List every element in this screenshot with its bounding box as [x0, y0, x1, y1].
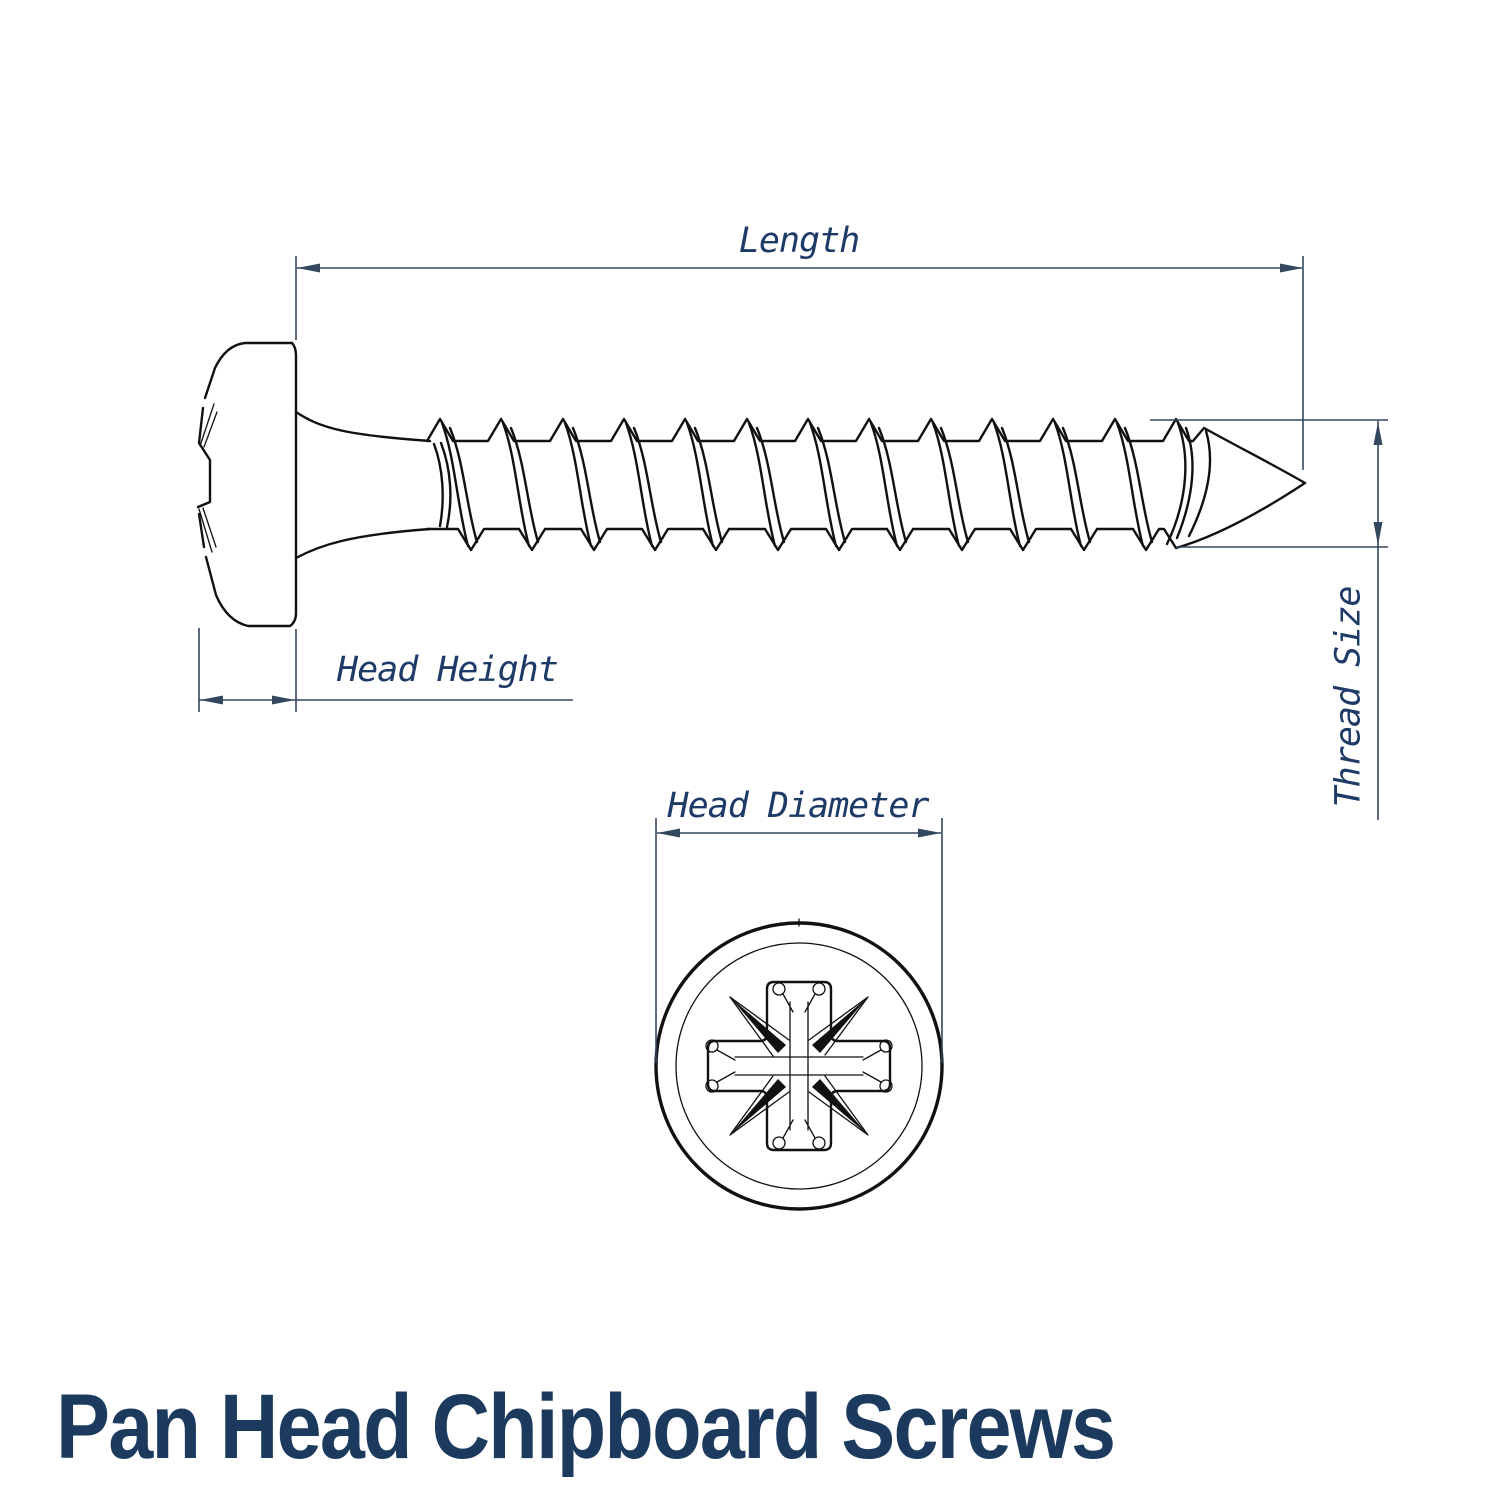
page-title: Pan Head Chipboard Screws [56, 1376, 1115, 1478]
head-diameter-dimension-label: Head Diameter [667, 786, 929, 826]
thread-crest-bottom [427, 483, 1305, 550]
length-dimension-label: Length [738, 221, 860, 261]
head-height-dimension-label: Head Height [337, 650, 558, 690]
thread-size-dimension-label: Thread Size [1328, 586, 1369, 808]
head-inner-circle [676, 943, 922, 1189]
pozi-corner-marks [706, 983, 892, 1149]
screw-head-profile [198, 343, 296, 626]
pozi-recess-walls [717, 994, 881, 1138]
pozi-spikes [730, 997, 868, 1135]
pozi-cross-outline [708, 982, 890, 1150]
screw-side-view [198, 343, 1305, 626]
head-diameter-dimension [656, 818, 942, 1063]
screw-neck [296, 412, 430, 558]
screw-top-view [656, 919, 942, 1209]
thread-crest-top [427, 419, 1305, 483]
length-dimension [296, 256, 1303, 712]
head-outer-circle [656, 923, 942, 1209]
